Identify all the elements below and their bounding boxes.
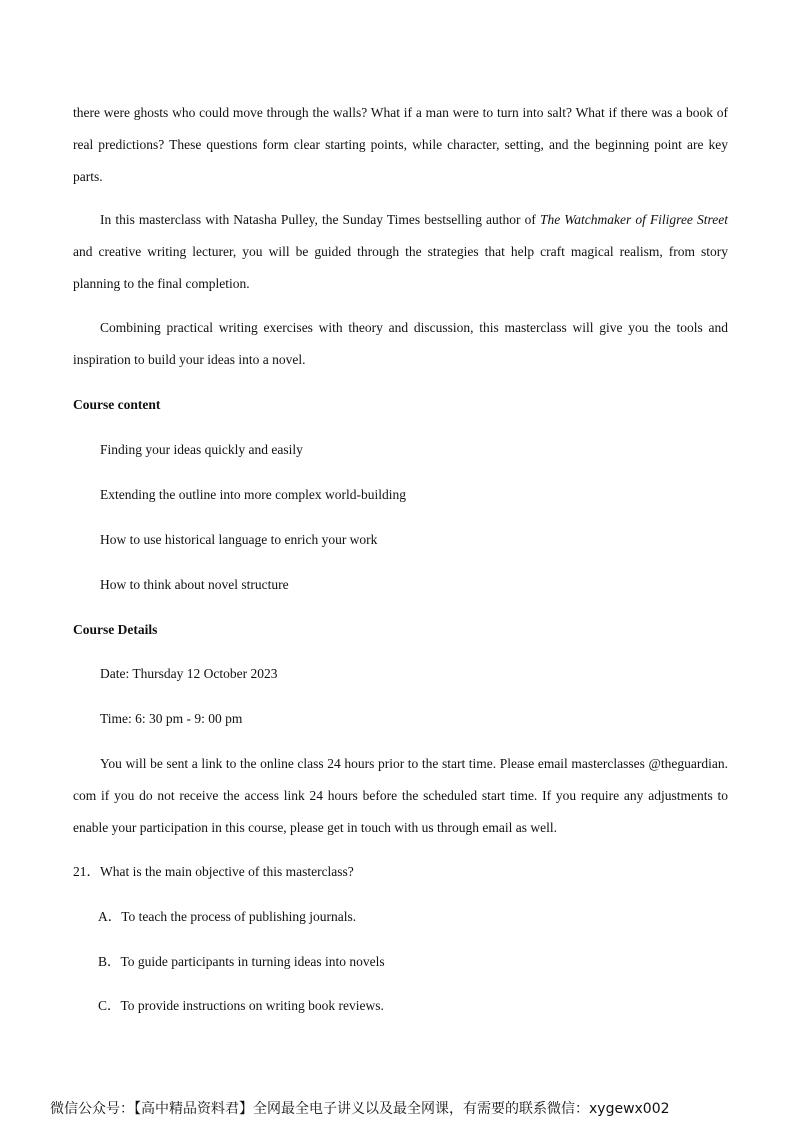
course-content-item: How to use historical language to enrich your work xyxy=(100,532,378,547)
course-content-heading: Course content xyxy=(73,397,161,412)
course-details-heading: Course Details xyxy=(73,622,158,637)
footer-notice: 微信公众号：【高中精品资料君】全网最全电子讲义以及最全网课，有需要的联系微信：xygewx002 xyxy=(50,1101,670,1117)
combining-paragraph: Combining practical writing exercises with theory and discussion, this masterclass will give you the tools and inspiration to build your ideas into a novel. xyxy=(73,320,728,367)
masterclass-paragraph xyxy=(73,204,728,300)
book-title: The Watchmaker of Filigree Street xyxy=(539,212,728,227)
course-date: Date: Thursday 12 October 2023 xyxy=(100,666,278,681)
notice-paragraph: You will be sent a link to the online class 24 hours prior to the start time. Please email masterclasses @theguardian. com if you do not receive the access link 24 hours before the scheduled start time. If you require any adjustments to enable your participation in this course, please get in touch with us through email as well. xyxy=(73,756,728,835)
course-content-item: How to think about novel structure xyxy=(100,577,289,592)
option-a: A．To teach the process of publishing journals. xyxy=(98,909,357,924)
option-c: C．To provide instructions on writing book reviews. xyxy=(98,998,384,1013)
masterclass-text-after: and creative writing lecturer, you will be guided through the strategies that help craft magical realism, from story planning to the final completion. xyxy=(73,244,728,291)
question-21: 21．What is the main objective of this masterclass? xyxy=(73,864,354,879)
course-content-item: Finding your ideas quickly and easily xyxy=(100,442,303,457)
intro-paragraph: there were ghosts who could move through the walls? What if a man were to turn into salt? What if there was a book of real predictions? These questions form clear starting points, while character, setting, and the beginning point are key parts. xyxy=(73,105,728,184)
option-b: B．To guide participants in turning ideas into novels xyxy=(98,954,385,969)
course-content-item: Extending the outline into more complex world-building xyxy=(100,487,406,502)
course-time: Time: 6: 30 pm - 9: 00 pm xyxy=(100,711,243,726)
masterclass-text-before: In this masterclass with Natasha Pulley, the Sunday Times bestselling author of xyxy=(100,212,540,227)
